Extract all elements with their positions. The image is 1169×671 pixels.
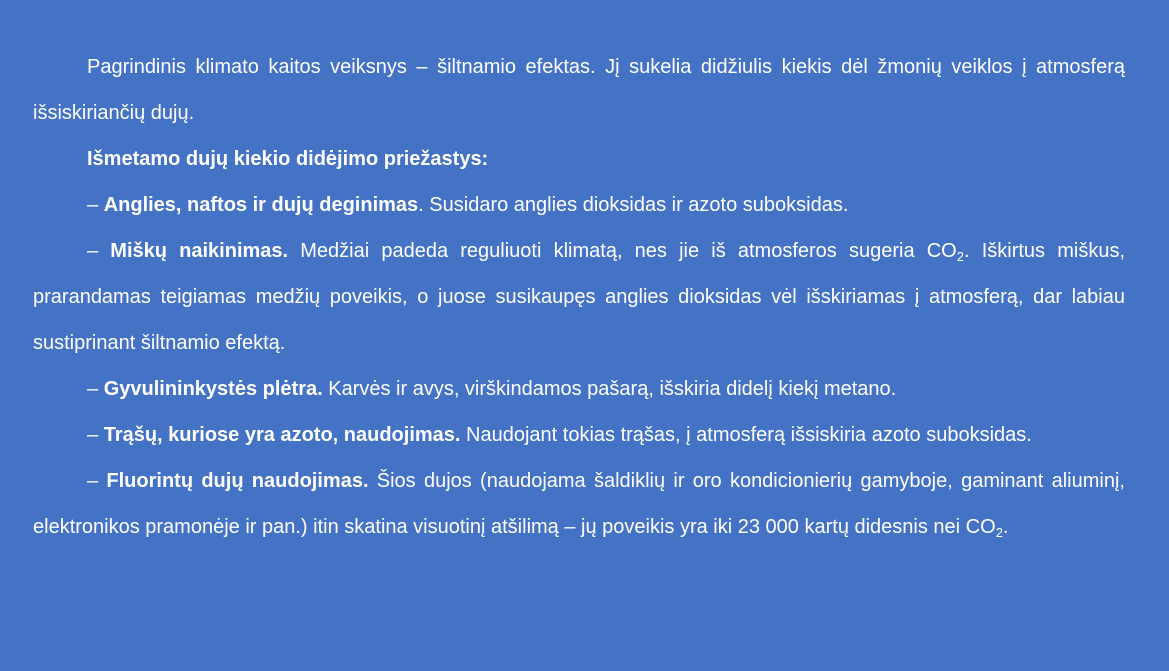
cause-text: Naudojant tokias trąšas, į atmosferą išsiskiria azoto suboksidas.: [460, 424, 1032, 446]
cause-text-before-subscript: Medžiai padeda reguliuoti klimatą, nes jie iš atmosferos sugeria CO: [288, 240, 957, 262]
cause-title: Anglies, naftos ir dujų deginimas: [103, 194, 419, 216]
cause-item-fluorinated-gases: [33, 458, 1125, 550]
causes-heading-text: Išmetamo dujų kiekio didėjimo priežastys:: [87, 148, 489, 170]
co2-subscript: 2: [995, 525, 1003, 540]
intro-paragraph: [33, 44, 1125, 136]
cause-title: Fluorintų dujų naudojimas.: [106, 470, 369, 492]
co2-subscript: 2: [956, 249, 964, 264]
causes-heading: [33, 136, 1125, 182]
cause-text-after-subscript: .: [1002, 516, 1009, 538]
cause-title: Gyvulininkystės plėtra.: [103, 378, 323, 400]
cause-text-after-subscript: . Iškirtus miškus, prarandamas teigiamas medžių poveikis, o juose susikaupęs anglies dioksidas vėl išskiriamas į atmosferą, dar labiau sustiprinant šiltnamio efektą.: [33, 240, 1126, 354]
cause-text: . Susidaro anglies dioksidas ir azoto suboksidas.: [418, 194, 849, 216]
cause-dash: –: [87, 378, 104, 400]
intro-text: Pagrindinis klimato kaitos veiksnys – šiltnamio efektas. Jį sukelia didžiulis kiekis dėl žmonių veiklos į atmosferą išsiskiriančių dujų.: [33, 56, 1125, 124]
cause-text-before-subscript: Šios dujos (naudojama šaldiklių ir oro kondicionierių gamyboje, gaminant aliuminį, elektronikos pramonėje ir pan.) itin skatina visuotinį atšilimą – jų poveikis yra iki 23 000 kartų didesnis nei CO: [33, 470, 1125, 538]
cause-item-livestock: [33, 366, 1125, 412]
cause-dash: –: [87, 240, 111, 262]
cause-dash: –: [87, 194, 104, 216]
cause-title: Miškų naikinimas.: [110, 240, 289, 262]
cause-item-fertilizers: [33, 412, 1125, 458]
cause-dash: –: [87, 470, 107, 492]
cause-dash: –: [87, 424, 104, 446]
cause-item-deforestation: [33, 228, 1125, 366]
cause-text: Karvės ir avys, virškindamos pašarą, išskiria didelį kiekį metano.: [322, 378, 897, 400]
cause-item-fossil-fuels: [33, 182, 1125, 228]
cause-title: Trąšų, kuriose yra azoto, naudojimas.: [103, 424, 461, 446]
